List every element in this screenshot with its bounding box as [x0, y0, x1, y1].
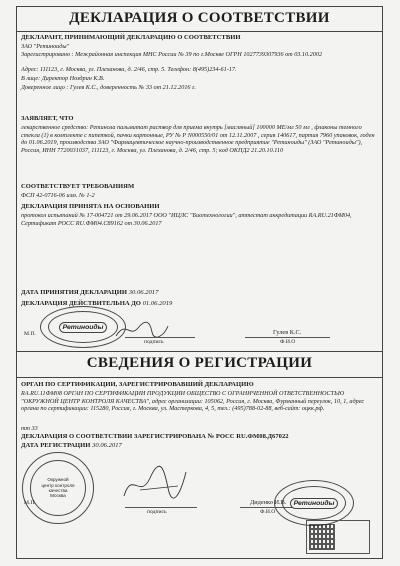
organ-tail: тт 33 — [21, 425, 38, 432]
requirements-text: ФСП 42-0716-06 изм. № 1-2 — [21, 192, 95, 199]
signature-mark — [120, 466, 190, 502]
declarant-line: Зарегистрировано : Межрайонная инспекция МНС России № 39 по г.Москве ОГРН 1027739307936 от 03.10.2002 — [21, 51, 323, 58]
organ-heading: ОРГАН ПО СЕРТИФИКАЦИИ, ЗАРЕГИСТРИРОВАВШИЙ ДЕКЛАРАЦИЮ — [21, 381, 254, 388]
basis-text: протокол испытаний № 17-004721 от 29.06.2017 ООО "ИЦЛС "Биотехнологии", аттестат аккредитации RA.RU.21ФМ04, Сертификат РОСС RU.ФМ04.С89162 от 30.06.2017 — [21, 212, 352, 227]
registry-stamp — [306, 520, 370, 554]
declarant-line: В лице: Директор Ноздрин К.В. — [21, 75, 105, 82]
signature-line — [125, 507, 197, 508]
org-stamp-line: качества — [48, 488, 68, 493]
declares-text: лекарственное средство: Ретинола пальмитат раствор для приема внутрь [масляный] 100000 МЕ/мл 50 мл , флаконы темного стекла (1) в комплекте с пипеткой, пачки картонные, РУ № Р N000550/01 от 12.11.2007 , серия 140617, партия 7960 упаковок, годен до 01.06.2019, производства ЗАО "Фармацевтическое научно-производственное предприятие "Ретиноиды" (ЗАО "Ретиноиды"), Россия, ИНН 7720031037, 111123, г. Москва, ул. Плеханова, д. 2/46, стр. 5; код ОКПД2 21.20.10.110 — [21, 124, 375, 154]
declarant-line: ЗАО "Ретиноиды" — [21, 43, 70, 50]
signatory-name: Гулев К.С. — [273, 329, 302, 336]
valid-label: ДЕКЛАРАЦИЯ ДЕЙСТВИТЕЛЬНА ДО — [21, 300, 141, 307]
requirements-heading: СООТВЕТСТВУЕТ ТРЕБОВАНИЯМ — [21, 183, 135, 190]
qr-code-icon — [309, 524, 335, 550]
name-line — [245, 337, 330, 338]
reg-date-row — [21, 442, 122, 450]
signatory-name: Диденко И.В. — [250, 499, 287, 506]
accepted-date-row — [21, 289, 158, 297]
organ-stamp — [22, 452, 94, 524]
org-stamp-line: Окружной — [47, 477, 69, 483]
mp-label: М.П. — [24, 331, 36, 337]
declarant-heading: ДЕКЛАРАНТ, ПРИНИМАЮЩИЙ ДЕКЛАРАЦИЮ О СООТВЕТСТВИИ — [21, 34, 241, 41]
reg-number: ДЕКЛАРАЦИЯ О СООТВЕТСТВИИ ЗАРЕГИСТРИРОВАНА № РОСС RU.ФМ08.Д67022 — [21, 433, 289, 440]
divider — [16, 31, 383, 32]
stamp-label: Ретиноиды — [59, 322, 108, 333]
accepted-label: ДАТА ПРИНЯТИЯ ДЕКЛАРАЦИИ — [21, 289, 128, 296]
reg-date: 30.06.2017 — [92, 442, 122, 449]
declares-heading: ЗАЯВЛЯЕТ, ЧТО — [21, 115, 74, 122]
accepted-date: 30.06.2017 — [128, 289, 159, 296]
declaration-title: ДЕКЛАРАЦИЯ О СООТВЕТСТВИИ — [69, 10, 330, 26]
divider — [16, 377, 383, 378]
fio-caption: Ф.И.О — [260, 509, 276, 515]
organ-text: RA.RU.11ФМ08 ОРГАН ПО СЕРТИФИКАЦИИ ПРОДУКЦИИ ОБЩЕСТВО С ОГРАНИЧЕННОЙ ОТВЕТСТВЕННОСТЬЮ "ОКРУЖНОЙ ЦЕНТР КОНТРОЛЯ КАЧЕСТВА", адрес организации: 105062, Россия, г. Москва, Фурманный переулок, 10, 1, адрес органа по сертификации: 115280, Россия, г. Москва, ул. Мастеркова, 4, 5, тел.: (495)788-02-88, веб-сайт: оцкк.рф. — [21, 390, 365, 413]
reg-date-label: ДАТА РЕГИСТРАЦИИ — [21, 442, 91, 449]
valid-date: 01.06.2019 — [142, 300, 173, 307]
divider — [16, 351, 383, 352]
basis-heading: ДЕКЛАРАЦИЯ ПРИНЯТА НА ОСНОВАНИИ — [21, 203, 160, 210]
org-stamp-line: центр контроля — [41, 482, 75, 488]
stamp-label: Ретиноиды — [290, 498, 339, 509]
declarant-line: Доверенное лицо : Гулев К.С., доверенность № 33 от 21.12.2016 г. — [21, 84, 196, 91]
mp-label: М.П. — [24, 500, 36, 506]
signature-line — [125, 337, 195, 338]
sign-caption: подпись — [147, 509, 167, 515]
fio-caption: Ф.И.О — [280, 339, 296, 345]
registration-title: СВЕДЕНИЯ О РЕГИСТРАЦИИ — [86, 355, 313, 371]
declarant-line: Адрес: 111123, г. Москва, ул. Плеханова, д. 2/46, стр. 5. Телефон: 8(495)234-61-17. — [21, 66, 237, 73]
org-stamp-line: Москва — [50, 493, 66, 499]
sign-caption: подпись — [144, 339, 164, 345]
